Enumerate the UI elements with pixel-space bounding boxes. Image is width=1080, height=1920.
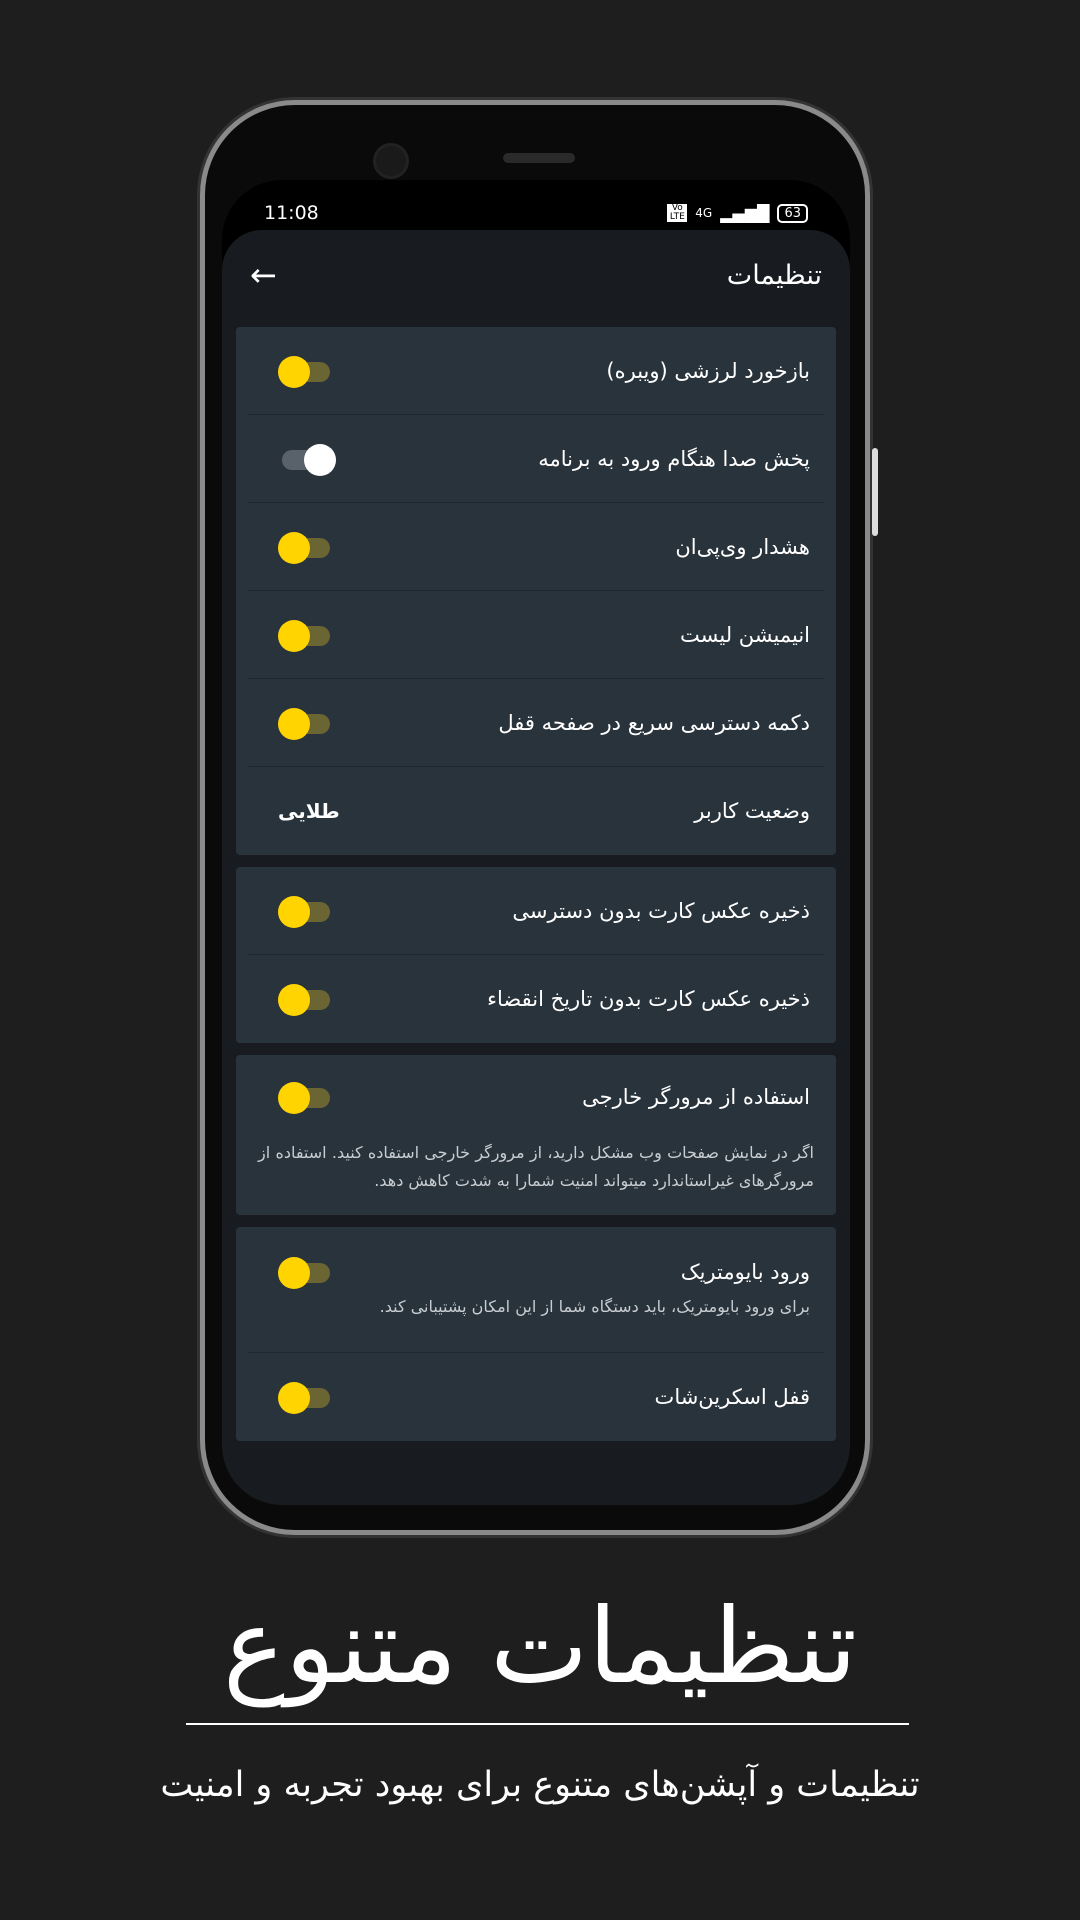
settings-card (236, 1227, 836, 1441)
page-title: تنظیمات (726, 259, 822, 291)
battery-icon: 63 (777, 204, 808, 223)
settings-page (222, 230, 850, 1505)
setting-label: بازخورد لرزشی (ویبره) (606, 358, 810, 383)
settings-row[interactable] (248, 415, 824, 503)
promo-title: تنظیمات متنوع (222, 1585, 858, 1707)
setting-label: قفل اسکرین‌شات (654, 1385, 810, 1409)
network-label: 4G (695, 206, 713, 220)
settings-row[interactable] (248, 679, 824, 767)
setting-description: برای ورود بایومتریک، باید دستگاه شما از این امکان پشتیبانی کند. (379, 1296, 810, 1316)
setting-label: استفاده از مرورگر خارجی (582, 1085, 810, 1109)
toggle-switch[interactable] (278, 358, 332, 384)
settings-row[interactable] (248, 503, 824, 591)
settings-row[interactable] (248, 1055, 824, 1139)
settings-row[interactable] (248, 767, 824, 855)
toggle-switch[interactable] (278, 534, 332, 560)
settings-row[interactable] (248, 327, 824, 415)
speaker (503, 153, 575, 163)
setting-label: ورود بایومتریک (680, 1259, 810, 1284)
toggle-thumb (278, 620, 310, 652)
volte-icon: Vo LTE (667, 204, 687, 222)
status-time: 11:08 (264, 202, 319, 224)
setting-label: ذخیره عکس کارت بدون تاریخ انقضاء (487, 987, 810, 1011)
setting-label: پخش صدا هنگام ورود به برنامه (538, 446, 810, 471)
toggle-thumb (278, 984, 310, 1016)
setting-label: دکمه دسترسی سریع در صفحه قفل (498, 710, 810, 735)
signal-icon: ▂▄▆█ (720, 203, 770, 223)
settings-card (236, 1055, 836, 1215)
toggle-thumb (278, 1257, 310, 1289)
settings-row[interactable] (248, 867, 824, 955)
settings-row[interactable] (248, 1353, 824, 1441)
toggle-thumb (278, 356, 310, 388)
toggle-thumb (278, 1382, 310, 1414)
status-bar (264, 198, 808, 228)
toggle-switch[interactable] (278, 1084, 332, 1110)
settings-row[interactable] (248, 591, 824, 679)
side-button (872, 448, 878, 536)
toggle-switch[interactable] (278, 898, 332, 924)
camera (373, 143, 409, 179)
setting-value: طلایی (278, 799, 340, 823)
toggle-thumb (304, 444, 336, 476)
settings-card (236, 327, 836, 855)
toggle-thumb (278, 1082, 310, 1114)
toggle-thumb (278, 708, 310, 740)
toggle-switch[interactable] (278, 622, 332, 648)
setting-label: وضعیت کاربر (694, 799, 810, 823)
settings-row[interactable] (248, 955, 824, 1043)
setting-label: ذخیره عکس کارت بدون دسترسی (512, 898, 810, 923)
screen (222, 180, 850, 1505)
promo-subtitle: تنظیمات و آپشن‌های متنوع برای بهبود تجربه و امنیت (160, 1765, 920, 1805)
settings-card (236, 867, 836, 1043)
back-arrow-icon[interactable]: ← (250, 256, 277, 294)
settings-list (222, 320, 850, 1441)
promo-underline (186, 1723, 909, 1725)
setting-label: هشدار وی‌پی‌ان (675, 534, 810, 559)
setting-label: انیمیشن لیست (680, 622, 810, 647)
setting-description: اگر در نمایش صفحات وب مشکل دارید، از مرورگر خارجی استفاده کنید. استفاده از مرورگرهای غیراستاندارد میتواند امنیت شمارا به شدت کاهش دهد. (258, 1143, 814, 1190)
toggle-switch[interactable] (278, 446, 332, 472)
toggle-switch[interactable] (278, 710, 332, 736)
toggle-thumb (278, 896, 310, 928)
toggle-switch[interactable] (278, 1259, 332, 1285)
toggle-switch[interactable] (278, 1384, 332, 1410)
toggle-thumb (278, 532, 310, 564)
app-header (222, 230, 850, 320)
toggle-switch[interactable] (278, 986, 332, 1012)
settings-row[interactable] (248, 1227, 824, 1353)
